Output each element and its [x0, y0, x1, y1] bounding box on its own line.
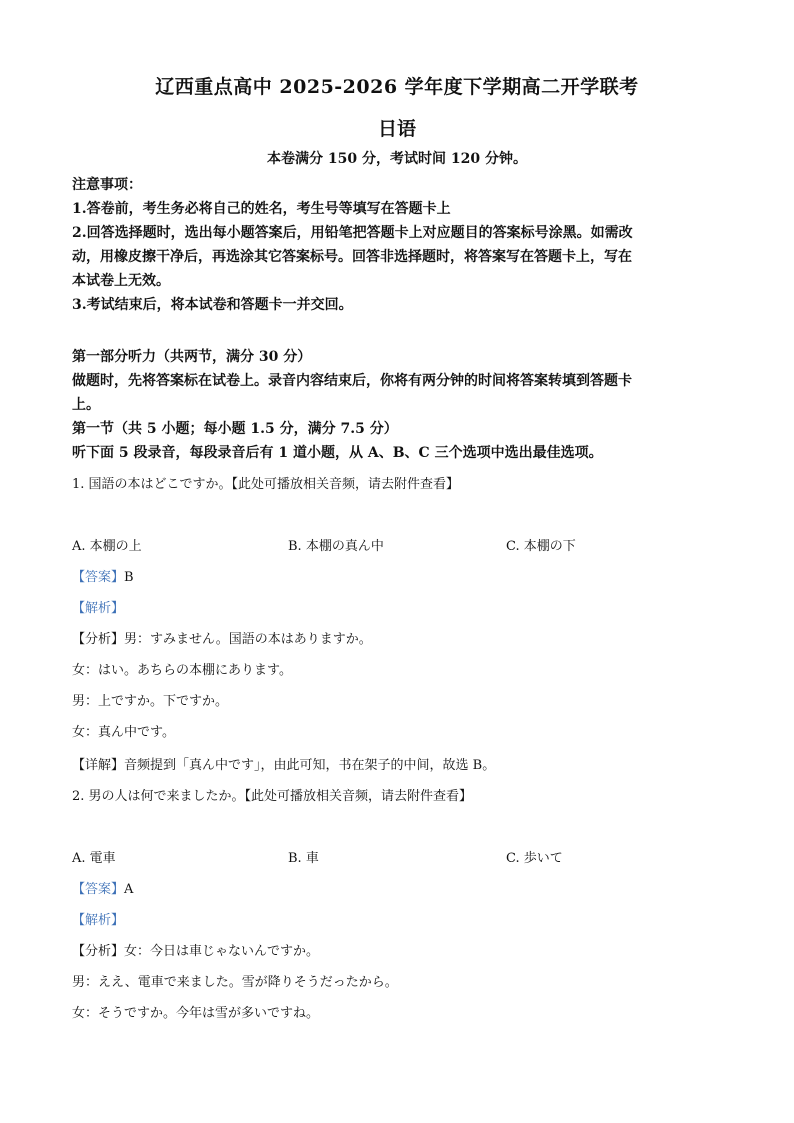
- part1-instruction-1: 做题时，先将答案标在试卷上。录音内容结束后，你将有两分钟的时间将答案转填到答题卡: [72, 373, 632, 389]
- q2-answer: [72, 878, 722, 897]
- q2-dialogue-2: 男：ええ、電車で来ました。雪が降りそうだったから。: [72, 975, 398, 990]
- q2-dialogue-text-1: 女：今日は車じゃないんですか。: [124, 944, 320, 959]
- exam-subject: 日语: [377, 118, 416, 140]
- q2-dialogue-1: [72, 940, 722, 959]
- q2-option-a: A. 電車: [72, 851, 116, 866]
- note-item-2b: 动，用橡皮擦干净后，再选涂其它答案标号。回答非选择题时，将答案写在答题卡上，写在: [72, 249, 632, 265]
- q1-option-a: A. 本棚の上: [72, 539, 142, 554]
- notes-heading: 注意事项：: [72, 177, 142, 193]
- part1-instruction-2: 上。: [72, 397, 100, 413]
- answer-tag: 【答案】: [72, 570, 125, 585]
- fenxi-tag: 【分析】: [72, 632, 125, 647]
- q2-option-b: B. 車: [288, 851, 319, 866]
- q1-dialogue-1: [72, 628, 722, 647]
- q1-answer-value: B: [124, 570, 134, 585]
- q2-option-c: C. 歩いて: [506, 851, 563, 866]
- q1-dialogue-text-1: 男：すみません。国語の本はありますか。: [124, 632, 372, 647]
- note-item-2c: 本试卷上无效。: [72, 273, 170, 289]
- q1-option-c: C. 本棚の下: [506, 539, 576, 554]
- q1-answer: [72, 566, 722, 585]
- fenxi-tag: 【分析】: [72, 944, 125, 959]
- answer-tag: 【答案】: [72, 882, 125, 897]
- question-2-stem: 2. 男の人は何で来ましたか。【此处可播放相关音频，请去附件查看】: [72, 789, 473, 804]
- q1-dialogue-4: 女：真ん中です。: [72, 725, 175, 740]
- note-item-2a: 2.回答选择题时，选出每小题答案后，用铅笔把答题卡上对应题目的答案标号涂黑。如需改: [72, 225, 633, 241]
- q1-dialogue-3: 男：上ですか。下ですか。: [72, 694, 229, 709]
- q2-analysis: [72, 909, 722, 928]
- q1-dialogue-2: 女：はい。あちらの本棚にあります。: [72, 663, 292, 678]
- q1-detail-text: 音频提到「真ん中です」，由此可知，书在架子的中间，故选 B。: [124, 758, 496, 773]
- q1-detail: [72, 754, 722, 773]
- note-item-1: 1.答卷前，考生务必将自己的姓名，考生号等填写在答题卡上: [72, 201, 451, 217]
- analysis-tag: 【解析】: [72, 913, 125, 928]
- detail-tag: 【详解】: [72, 758, 125, 773]
- q1-option-b: B. 本棚の真ん中: [288, 539, 384, 554]
- q2-dialogue-3: 女：そうですか。今年は雪が多いですね。: [72, 1006, 320, 1021]
- q1-analysis: [72, 597, 722, 616]
- question-1-stem: 1. 国語の本はどこですか。【此处可播放相关音频，请去附件查看】: [72, 477, 460, 492]
- part1-heading: 第一部分听力（共两节，满分 30 分）: [72, 349, 312, 365]
- section1-instruction: 听下面 5 段录音，每段录音后有 1 道小题，从 A、B、C 三个选项中选出最佳选项。: [72, 445, 603, 461]
- analysis-tag: 【解析】: [72, 601, 125, 616]
- section1-heading: 第一节（共 5 小题；每小题 1.5 分，满分 7.5 分）: [72, 421, 398, 437]
- q2-answer-value: A: [124, 882, 134, 897]
- exam-title: 辽西重点高中 2025-2026 学年度下学期高二开学联考: [155, 76, 639, 98]
- note-item-3: 3.考试结束后，将本试卷和答题卡一并交回。: [72, 297, 353, 313]
- score-time-line: 本卷满分 150 分，考试时间 120 分钟。: [267, 151, 527, 167]
